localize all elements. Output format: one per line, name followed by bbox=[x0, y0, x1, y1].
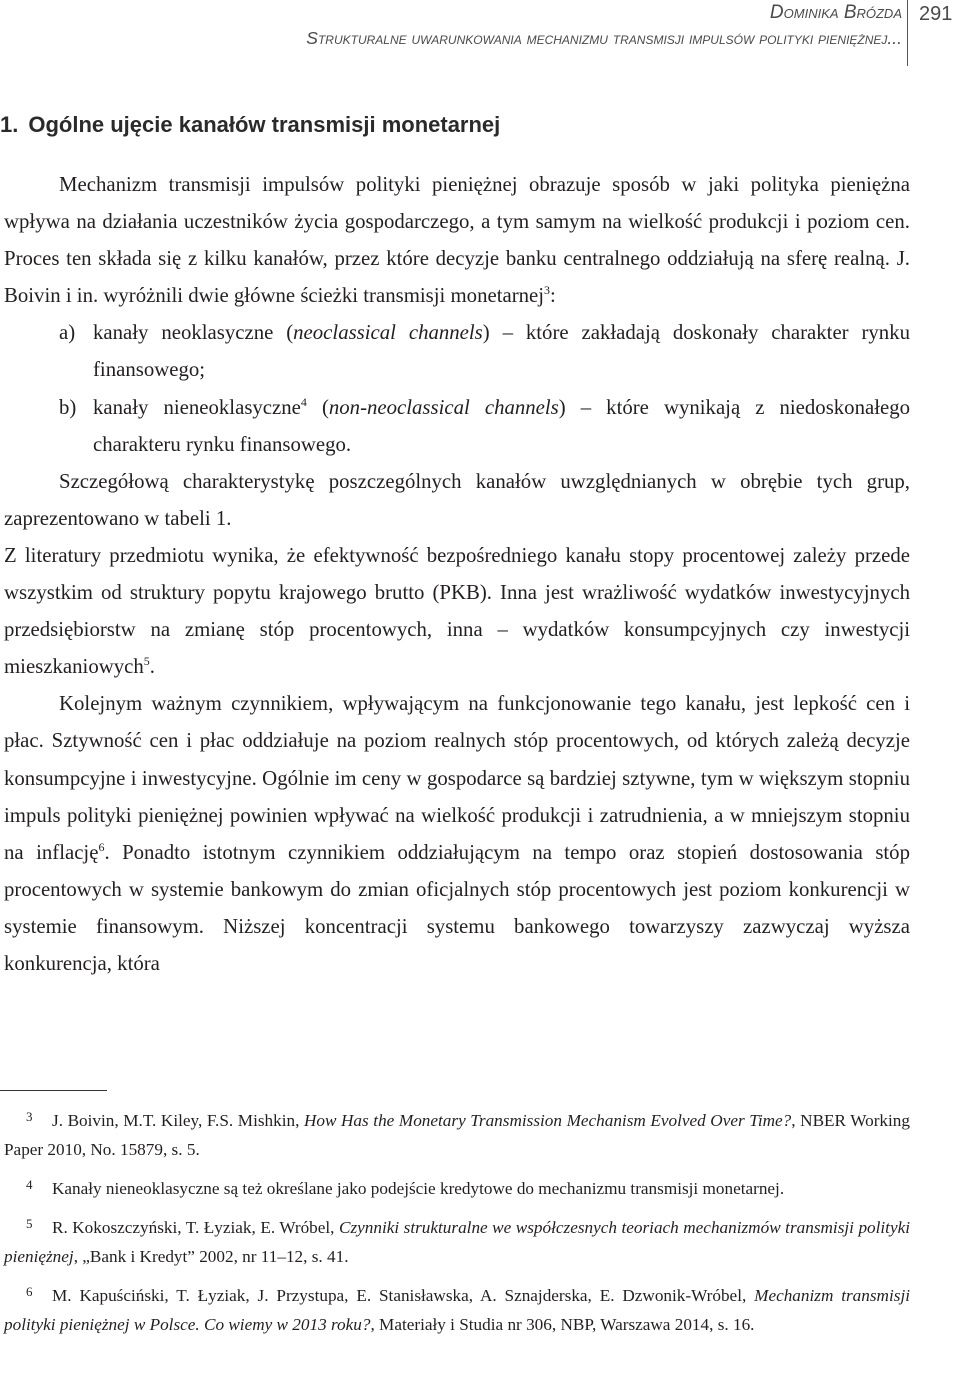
footnote-4: 4 Kanały nieneoklasyczne są też określane jako podejście kredytowe do mechanizmu transmisji monetarnej. bbox=[26, 1177, 785, 1198]
footnote-text-end: , NBER Working Paper 2010, No. 15879, s. 5. bbox=[4, 1111, 910, 1159]
footnote-3: 3 J. Boivin, M.T. Kiley, F.S. Mishkin, How Has the Monetary Transmission Mechanism Evolved Over Time?, NBER Working Paper 2010, No. 15879, s. 5. bbox=[4, 1109, 910, 1159]
footnote-separator bbox=[0, 1090, 107, 1091]
item-b-paren: ( bbox=[306, 395, 329, 419]
footnote-text-end: , „Bank i Kredyt” 2002, nr 11–12, s. 41. bbox=[73, 1247, 349, 1266]
paragraph-4-text-end: . Ponadto istotnym czynnikiem oddziałującym na tempo oraz stopień dostosowania stóp procentowych w systemie bankowym do zmian oficjalnych stóp procentowych jest poziom konkurencji w systemie finansowym. Niższej koncentracji systemu bankowego towarzyszy zazwyczaj wyższa konkurencja, która bbox=[4, 840, 910, 975]
footnote-ref-5[interactable]: 5 bbox=[143, 654, 150, 669]
page-number: 291 bbox=[919, 3, 953, 25]
header-author: Dominika Brózda bbox=[769, 2, 902, 23]
paragraph-3-text: Z literatury przedmiotu wynika, że efektywność bezpośredniego kanału stopy procentowej zależy przede wszystkim od struktury popytu krajowego brutto (PKB). Inna jest wrażliwość wydatków inwestycyjnych przedsiębiorstw na zmianę stóp procentowych, inna – wydatków konsumpcyjnych czy inwestycji mieszkaniowych bbox=[4, 543, 910, 679]
footnote-text: M. Kapuściński, T. Łyziak, J. Przystupa, E. Stanisławska, A. Sznajderska, E. Dzwonik-Wróbel, bbox=[52, 1286, 755, 1305]
footnote-text-end: , Materiały i Studia nr 306, NBP, Warszawa 2014, s. 16. bbox=[370, 1315, 755, 1334]
paragraph-1 bbox=[4, 166, 910, 314]
header-divider bbox=[907, 0, 908, 66]
paragraph-3 bbox=[4, 537, 910, 685]
paragraph-4-text: Kolejnym ważnym czynnikiem, wpływającym na funkcjonowanie tego kanału, jest lepkość cen i płac. Sztywność cen i płac oddziałuje na poziom realnych stóp procentowych, od których zależą decyzje konsumpcyjne i inwestycyjne. Ogólnie im ceny w gospodarce są bardziej sztywne, tym w większym stopniu impuls polityki pieniężnej powinien wpływać na wielkość produkcji i zatrudnienia, a w mniejszym stopniu na inflację bbox=[4, 692, 910, 864]
list-marker-b: b) bbox=[59, 395, 77, 419]
section-number: 1. bbox=[0, 112, 19, 137]
footnote-italic: Czynniki strukturalne we współczesnych teoriach mechanizmów transmisji polityki pieniężnej bbox=[4, 1218, 910, 1266]
list-item-b bbox=[4, 389, 910, 463]
footnote-italic: How Has the Monetary Transmission Mechanism Evolved Over Time? bbox=[303, 1111, 792, 1130]
footnote-text: J. Boivin, M.T. Kiley, F.S. Mishkin, bbox=[52, 1111, 304, 1130]
paragraph-1-text: Mechanizm transmisji impulsów polityki pieniężnej obrazuje sposób w jaki polityka pieniężna wpływa na działania uczestników życia gospodarczego, a tym samym na wielkość produkcji i poziom cen. Proces ten składa się z kilku kanałów, przez które decyzje banku centralnego oddziałują na sferę realną. J. Boivin i in. wyróżnili dwie główne ścieżki transmisji monetarnej bbox=[4, 173, 910, 308]
list-marker-a: a) bbox=[59, 321, 76, 345]
header-article-title: Strukturalne uwarunkowania mechanizmu transmisji impulsów polityki pieniężnej... bbox=[306, 28, 902, 48]
footnotes bbox=[4, 1106, 910, 1349]
paragraph-3-end: . bbox=[149, 655, 155, 679]
footnote-ref-6[interactable]: 6 bbox=[98, 839, 105, 854]
running-header bbox=[0, 0, 960, 70]
item-b-text: kanały nieneoklasyczne bbox=[93, 395, 301, 419]
item-b-italic: non-neoclassical channels bbox=[328, 395, 559, 419]
section-title-text: Ogólne ujęcie kanałów transmisji monetarnej bbox=[28, 112, 501, 137]
footnote-ref-4[interactable]: 4 bbox=[300, 394, 307, 409]
footnote-text: Kanały nieneoklasyczne są też określane jako podejście kredytowe do mechanizmu transmisji monetarnej. bbox=[52, 1179, 785, 1198]
section-heading bbox=[0, 112, 960, 138]
paragraph-1-end: : bbox=[550, 284, 556, 308]
footnote-italic: Mechanizm transmisji polityki pieniężnej w Polsce. Co wiemy w 2013 roku? bbox=[4, 1286, 910, 1334]
item-a-italic: neoclassical channels bbox=[293, 321, 483, 345]
body-text bbox=[4, 166, 910, 982]
footnote-6: 6 M. Kapuściński, T. Łyziak, J. Przystupa, E. Stanisławska, A. Sznajderska, E. Dzwonik-Wróbel, Mechanizm transmisji polityki pieniężnej w Polsce. Co wiemy w 2013 roku?, Materiały i Studia nr 306, NBP, Warszawa 2014, s. 16. bbox=[4, 1284, 910, 1334]
footnote-5: 5 R. Kokoszczyński, T. Łyziak, E. Wróbel, Czynniki strukturalne we współczesnych teoriach mechanizmów transmisji polityki pieniężnej, „Bank i Kredyt” 2002, nr 11–12, s. 41. bbox=[4, 1216, 910, 1266]
item-a-text: kanały neoklasyczne ( bbox=[93, 321, 294, 345]
item-a-text-end: ) – które zakładają doskonały charakter rynku finansowego; bbox=[93, 321, 911, 382]
list-item-a bbox=[4, 314, 910, 388]
paragraph-2: Szczegółową charakterystykę poszczególnych kanałów uwzględnianych w obrębie tych grup, zaprezentowano w tabeli 1. bbox=[4, 469, 910, 530]
footnote-text: R. Kokoszczyński, T. Łyziak, E. Wróbel, bbox=[52, 1218, 339, 1237]
footnote-ref-3[interactable]: 3 bbox=[544, 283, 551, 298]
item-b-text-end: ) – które wynikają z niedoskonałego charakteru rynku finansowego. bbox=[93, 395, 911, 456]
paragraph-4 bbox=[4, 685, 910, 982]
channel-list bbox=[4, 314, 910, 462]
